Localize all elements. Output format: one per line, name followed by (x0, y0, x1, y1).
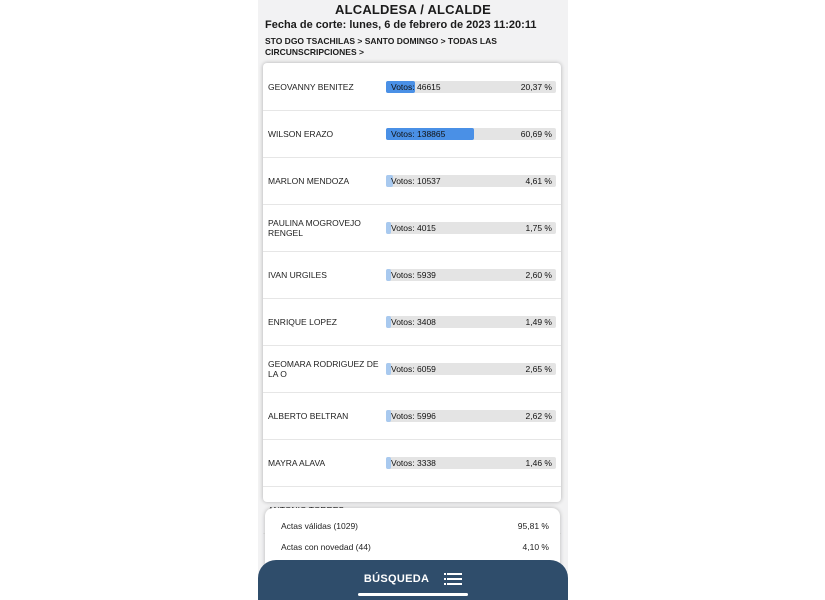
candidate-row[interactable] (263, 63, 561, 111)
novelty-records-row (281, 542, 549, 552)
vote-bar (386, 316, 556, 328)
search-button[interactable] (258, 573, 568, 585)
cutoff-date: Fecha de corte: lunes, 6 de febrero de 2023 11:20:11 (265, 19, 537, 31)
vote-count: Votos: 3338 (391, 457, 436, 468)
vote-percentage: 2,60 % (525, 269, 552, 280)
vote-percentage: 4,61 % (525, 175, 552, 186)
candidate-row[interactable] (263, 251, 561, 299)
candidate-name: IVAN URGILES (268, 269, 327, 280)
candidate-row[interactable] (263, 439, 561, 487)
candidate-row[interactable] (263, 110, 561, 158)
vote-count: Votos: 5939 (391, 269, 436, 280)
vote-count: Votos: 10537 (391, 175, 441, 186)
results-list[interactable] (263, 63, 561, 502)
phone-screen (258, 0, 568, 600)
bottom-bar (258, 560, 568, 600)
vote-percentage: 2,62 % (525, 410, 552, 421)
candidate-row[interactable] (263, 204, 561, 252)
novelty-records-label: Actas con novedad (44) (281, 542, 371, 552)
vote-bar (386, 222, 556, 234)
candidate-row[interactable] (263, 392, 561, 440)
list-menu-icon (444, 573, 462, 585)
vote-percentage: 20,37 % (520, 81, 552, 92)
vote-count: Votos: 46615 (391, 81, 441, 92)
novelty-records-value: 4,10 % (522, 542, 549, 552)
valid-records-row (281, 521, 549, 531)
candidate-name: GEOMARA RODRIGUEZ DE LA O (268, 358, 379, 379)
vote-bar (386, 128, 556, 140)
page-title: ALCALDESA / ALCALDE (335, 2, 491, 17)
vote-bar (386, 81, 556, 93)
breadcrumb[interactable]: STO DGO TSACHILAS > SANTO DOMINGO > TODAS LAS CIRCUNSCRIPCIONES > (265, 36, 497, 57)
candidate-name: PAULINA MOGROVEJO RENGEL (268, 217, 361, 238)
vote-count: Votos: 5996 (391, 410, 436, 421)
vote-bar (386, 269, 556, 281)
candidate-name: MAYRA ALAVA (268, 457, 326, 468)
vote-bar (386, 410, 556, 422)
candidate-row[interactable] (263, 345, 561, 393)
vote-count: Votos: 6059 (391, 363, 436, 374)
vote-bar (386, 457, 556, 469)
candidate-name: ENRIQUE LOPEZ (268, 316, 337, 327)
vote-count: Votos: 138865 (391, 128, 446, 139)
valid-records-value: 95,81 % (517, 521, 549, 531)
candidate-name: MARLON MENDOZA (268, 175, 350, 186)
vote-count: Votos: 3408 (391, 316, 436, 327)
candidate-row[interactable] (263, 157, 561, 205)
vote-count: Votos: 4015 (391, 222, 436, 233)
candidate-row[interactable] (263, 298, 561, 346)
vote-percentage: 2,65 % (525, 363, 552, 374)
candidate-name: GEOVANNY BENITEZ (268, 81, 354, 92)
valid-records-label: Actas válidas (1029) (281, 521, 359, 531)
vote-percentage: 1,49 % (525, 316, 552, 327)
candidate-name: WILSON ERAZO (268, 128, 334, 139)
home-indicator[interactable] (358, 593, 468, 596)
vote-percentage: 60,69 % (520, 128, 552, 139)
vote-percentage: 1,75 % (525, 222, 552, 233)
candidate-name: ALBERTO BELTRAN (268, 410, 349, 421)
search-label: BÚSQUEDA (363, 573, 429, 585)
vote-bar (386, 363, 556, 375)
vote-bar (386, 175, 556, 187)
vote-percentage: 1,46 % (525, 457, 552, 468)
